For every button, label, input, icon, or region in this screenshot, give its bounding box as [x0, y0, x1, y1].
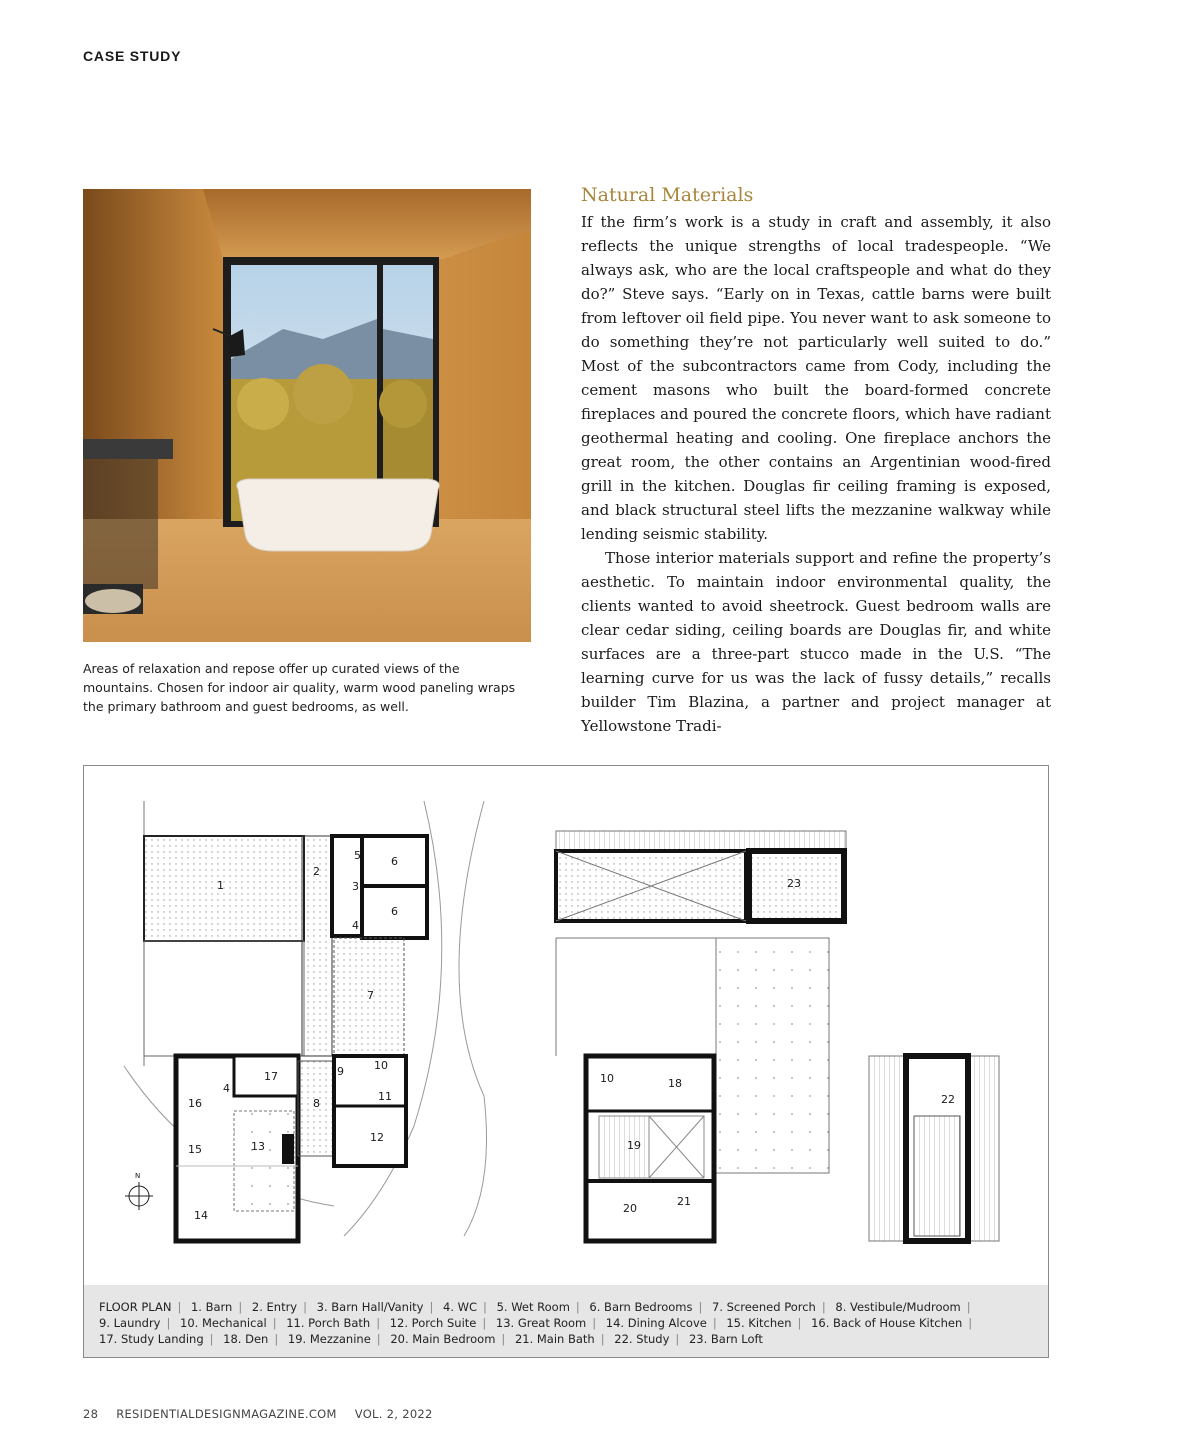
legend-item: 1. Barn [190, 1300, 233, 1314]
bathroom-photo [83, 189, 531, 642]
floor-plan-legend: FLOOR PLAN | 1. Barn | 2. Entry | 3. Barn Hall/Vanity | 4. WC | 5. Wet Room | 6. Barn Bedrooms | 7. Screened Porch | 8. Vestibule/Mudroom | 9. Laundry | 10. Mechanical | 11. Porch Bath | 12. Porch Suite | 13. Great Room | 14. Dining Alcove | 15. Kitchen | 16. Back of House Kitchen | 17. Study Landing | 18. Den | 19. Mezzanine | 20. Main Bedroom | 21. Main Bath | 22. Study | 23. Barn Loft [84, 1285, 1048, 1357]
legend-item: 13. Great Room [495, 1316, 587, 1330]
legend-item: 2. Entry [251, 1300, 298, 1314]
legend-item: 12. Porch Suite [389, 1316, 477, 1330]
north-label: N [135, 1172, 141, 1180]
room-label: 21 [677, 1195, 691, 1208]
bathroom-photo-icon [83, 189, 531, 642]
room-label: 19 [627, 1139, 641, 1152]
legend-item: 10. Mechanical [180, 1316, 267, 1330]
legend-item: 5. Wet Room [496, 1300, 570, 1314]
legend-item: 11. Porch Bath [286, 1316, 371, 1330]
legend-item: 14. Dining Alcove [605, 1316, 707, 1330]
floor-plan [83, 765, 1049, 1358]
room-label: 2 [313, 865, 320, 878]
room-label: 6 [391, 855, 398, 868]
room-label: 14 [194, 1209, 208, 1222]
legend-item: 21. Main Bath [514, 1332, 595, 1346]
legend-item: 17. Study Landing [99, 1332, 204, 1346]
room-label: 13 [251, 1140, 265, 1153]
legend-item: 23. Barn Loft [688, 1332, 763, 1346]
legend-item: 18. Den [223, 1332, 269, 1346]
room-label: 17 [264, 1070, 278, 1083]
room-label: 4 [352, 919, 359, 932]
room-label: 9 [337, 1065, 344, 1078]
legend-item: 4. WC [443, 1300, 478, 1314]
article [581, 184, 1051, 738]
legend-item: 7. Screened Porch [712, 1300, 816, 1314]
legend-item: 22. Study [614, 1332, 670, 1346]
room-label: 8 [313, 1097, 320, 1110]
footer-site: RESIDENTIALDESIGNMAGAZINE.COM [116, 1407, 337, 1421]
room-label: 18 [668, 1077, 682, 1090]
legend-item: 6. Barn Bedrooms [589, 1300, 693, 1314]
room-label: 22 [941, 1093, 955, 1106]
room-label: 6 [391, 905, 398, 918]
room-label: 23 [787, 877, 801, 890]
room-label: 3 [352, 880, 359, 893]
room-label: 16 [188, 1097, 202, 1110]
legend-item: 8. Vestibule/Mudroom [835, 1300, 961, 1314]
legend-item: 15. Kitchen [726, 1316, 792, 1330]
room-label: 12 [370, 1131, 384, 1144]
legend-item: 19. Mezzanine [287, 1332, 371, 1346]
legend-item: 3. Barn Hall/Vanity [316, 1300, 424, 1314]
article-paragraph: If the firm’s work is a study in craft and assembly, it also reflects the unique strengths of local tradespeople. “We always ask, who are the local craftspeople and what do they do?” Steve says. “Early on in Texas, cattle barns were built from leftover oil field pipe. You never want to ask someone to do something they’re not particularly well suited to do.” Most of the subcontractors came from Cody, including the cement masons who built the board-formed concrete fireplaces and poured the concrete floors, which have radiant geothermal heating and cooling. One fireplace anchors the great room, the other contains an Argentinian wood-fired grill in the kitchen. Douglas fir ceiling framing is exposed, and black structural steel lifts the mezzanine walkway while lending seismic stability. [581, 213, 1051, 543]
room-label: 11 [378, 1090, 392, 1103]
footer-volume: VOL. 2, 2022 [354, 1407, 433, 1421]
legend-title: FLOOR PLAN [99, 1300, 172, 1314]
legend-item: 16. Back of House Kitchen [811, 1316, 963, 1330]
room-label: 1 [217, 879, 224, 892]
article-paragraph: Those interior materials support and refine the property’s aesthetic. To maintain indoor environmental quality, the clients wanted to avoid sheetrock. Guest bedroom walls are clear cedar siding, ceiling boards are Douglas fir, and white surfaces are a three-part stucco made in the U.S. “The learning curve for us was the lack of fussy details,” recalls builder Tim Blazina, a partner and project manager at Yellowstone Tradi- [581, 549, 1051, 735]
page-footer [83, 1407, 447, 1421]
room-label: 20 [623, 1202, 637, 1215]
legend-item: 20. Main Bedroom [390, 1332, 496, 1346]
room-label: 7 [367, 989, 374, 1002]
room-label: 4 [223, 1082, 230, 1095]
room-label: 10 [374, 1059, 388, 1072]
room-label: 5 [354, 849, 361, 862]
room-label: 15 [188, 1143, 202, 1156]
room-label: 10 [600, 1072, 614, 1085]
legend-item: 9. Laundry [99, 1316, 161, 1330]
article-heading: Natural Materials [581, 184, 754, 206]
page-number: 28 [83, 1407, 99, 1421]
photo-caption: Areas of relaxation and repose offer up curated views of the mountains. Chosen for indoor air quality, warm wood paneling wraps the primary bathroom and guest bedrooms, as well. [83, 661, 516, 714]
section-label: CASE STUDY [83, 48, 182, 64]
